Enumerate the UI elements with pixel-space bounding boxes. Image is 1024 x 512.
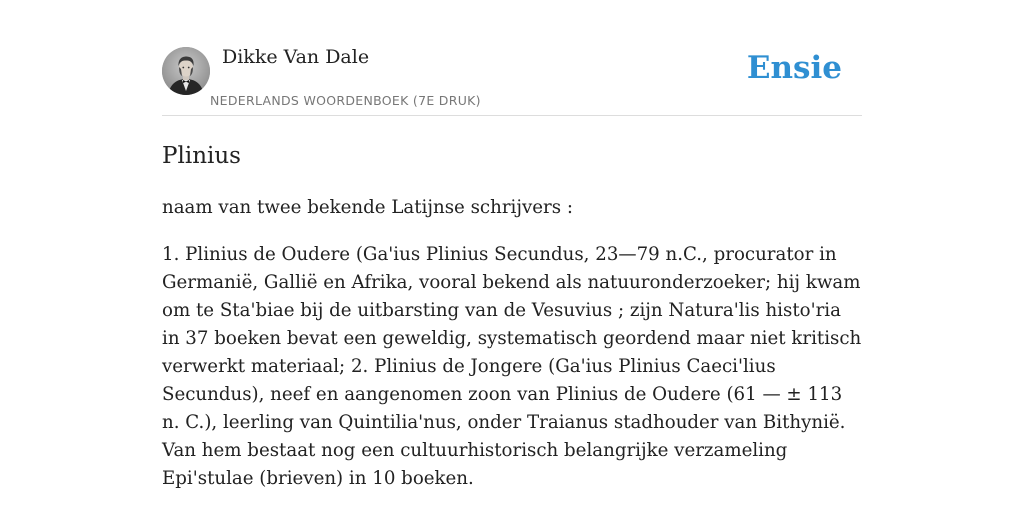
definition-body: 1. Plinius de Oudere (Ga'ius Plinius Secundus, 23—79 n.C., procurator in Germanië, Gallië en Afrika, vooral bekend als natuuronderzoeker; hij kwam om te Sta'biae bij de uitbarsting van de Vesuvius ; zijn Natura'lis histo'ria in 37 boeken bevat een geweldig, systematisch geordend maar niet kritisch verwerkt materiaal; 2. Plinius de Jongere (Ga'ius Plinius Caeci'lius Secundus), neef en aangenomen zoon van Plinius de Oudere (61 — ± 113 n. C.), leerling van Quintilia'nus, onder Traianus stadhouder van Bithynië. Van hem bestaat nog een cultuurhistorisch belangrijke verzameling Epi'stulae (brieven) in 10 boeken.: [162, 244, 862, 489]
definition-intro: naam van twee bekende Latijnse schrijvers :: [162, 197, 573, 218]
entry-header: [162, 40, 862, 116]
ensie-logo-link[interactable]: Ensie: [746, 50, 842, 86]
entry-definition: [162, 194, 862, 493]
author-name[interactable]: Dikke Van Dale: [222, 46, 370, 68]
author-avatar[interactable]: [162, 47, 210, 95]
entry-title: Plinius: [162, 143, 241, 169]
portrait-icon: [162, 47, 210, 95]
entry-card: [162, 40, 862, 512]
dictionary-source[interactable]: NEDERLANDS WOORDENBOEK (7E DRUK): [210, 93, 481, 108]
